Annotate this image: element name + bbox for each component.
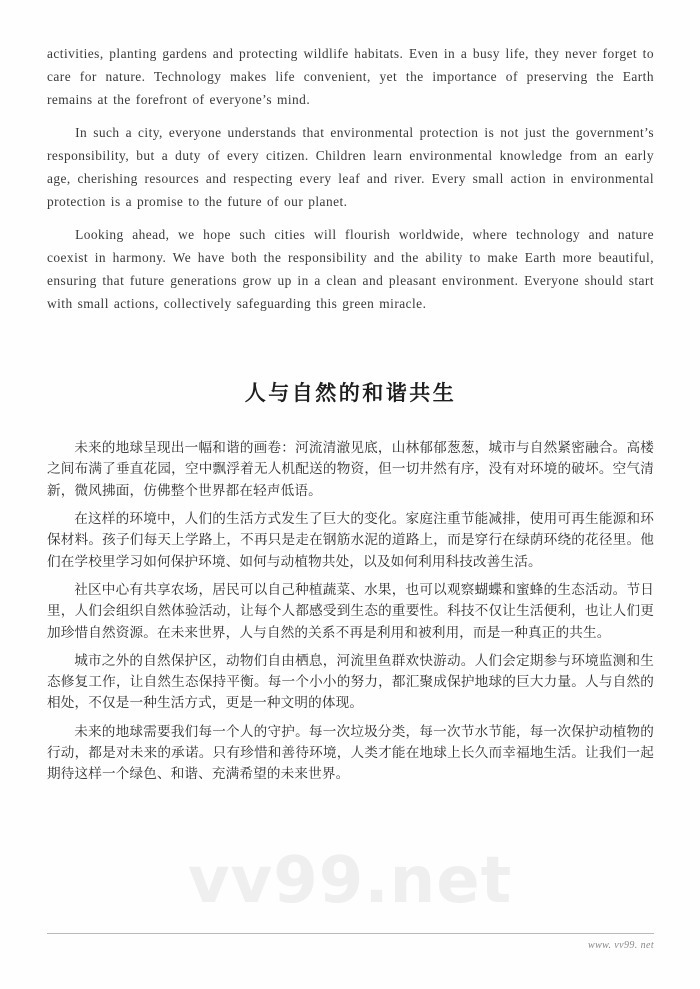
english-paragraph: In such a city, everyone understands that environmental protection is not just the government’s responsibility, but a duty of every citizen. Children learn environmental knowledge from an early age, cherishing resources and respecting every leaf and river. Every small action in environmental protection is a promise to the future of our planet.: [47, 125, 654, 209]
english-paragraph: activities, planting gardens and protecting wildlife habitats. Even in a busy life, they never forget to care for nature. Technology makes life convenient, yet the importance of preserving the Earth remains at the forefront of everyone’s mind.: [47, 46, 654, 107]
chinese-paragraph: 未来的地球呈现出一幅和谐的画卷：河流清澈见底，山林郁郁葱葱，城市与自然紧密融合。高楼之间布满了垂直花园，空中飘浮着无人机配送的物资，但一切井然有序，没有对环境的破坏。空气清新，微风拂面，仿佛整个世界都在轻声低语。: [47, 440, 654, 499]
title-spacer-above: [47, 315, 654, 381]
chinese-paragraph: 城市之外的自然保护区，动物们自由栖息，河流里鱼群欢快游动。人们会定期参与环境监测和生态修复工作，让自然生态保持平衡。每一个小小的努力，都汇聚成保护地球的巨大力量。人与自然的相处，不仅是一种生活方式，更是一种文明的体现。: [47, 652, 654, 712]
footer-site-url: www. vv99. net: [588, 940, 654, 951]
title-spacer-below: [47, 406, 654, 438]
footer-divider: [47, 933, 654, 934]
document-content: [47, 42, 654, 786]
page-watermark: vv99.net: [187, 844, 513, 918]
chinese-paragraph: 在这样的环境中，人们的生活方式发生了巨大的变化。家庭注重节能减排，使用可再生能源和环保材料。孩子们每天上学路上，不再只是走在钢筋水泥的道路上，而是穿行在绿荫环绕的花径里。他们在学校里学习如何保护环境、如何与动植物共处，以及如何利用科技改善生活。: [47, 511, 654, 570]
english-section: [47, 42, 654, 315]
page-footer: [47, 933, 654, 951]
english-paragraph: Looking ahead, we hope such cities will flourish worldwide, where technology and nature coexist in harmony. We have both the responsibility and the ability to make Earth more beautiful, ensuring that future generations grow up in a clean and pleasant environment. Everyone should start with small actions, collectively safeguarding this green miracle.: [47, 227, 654, 311]
chinese-section: [47, 438, 654, 785]
chinese-paragraph: 社区中心有共享农场，居民可以自己种植蔬菜、水果，也可以观察蝴蝶和蜜蜂的生态活动。节日里，人们会组织自然体验活动，让每个人都感受到生态的重要性。科技不仅让生活便利，也让人们更加珍惜自然资源。在未来世界，人与自然的关系不再是利用和被利用，而是一种真正的共生。: [47, 581, 654, 641]
chinese-paragraph: 未来的地球需要我们每一个人的守护。每一次垃圾分类，每一次节水节能，每一次保护动植物的行动，都是对未来的承诺。只有珍惜和善待环境，人类才能在地球上长久而幸福地生活。让我们一起期待这样一个绿色、和谐、充满希望的未来世界。: [47, 723, 654, 783]
page-title: 人与自然的和谐共生: [244, 381, 457, 405]
